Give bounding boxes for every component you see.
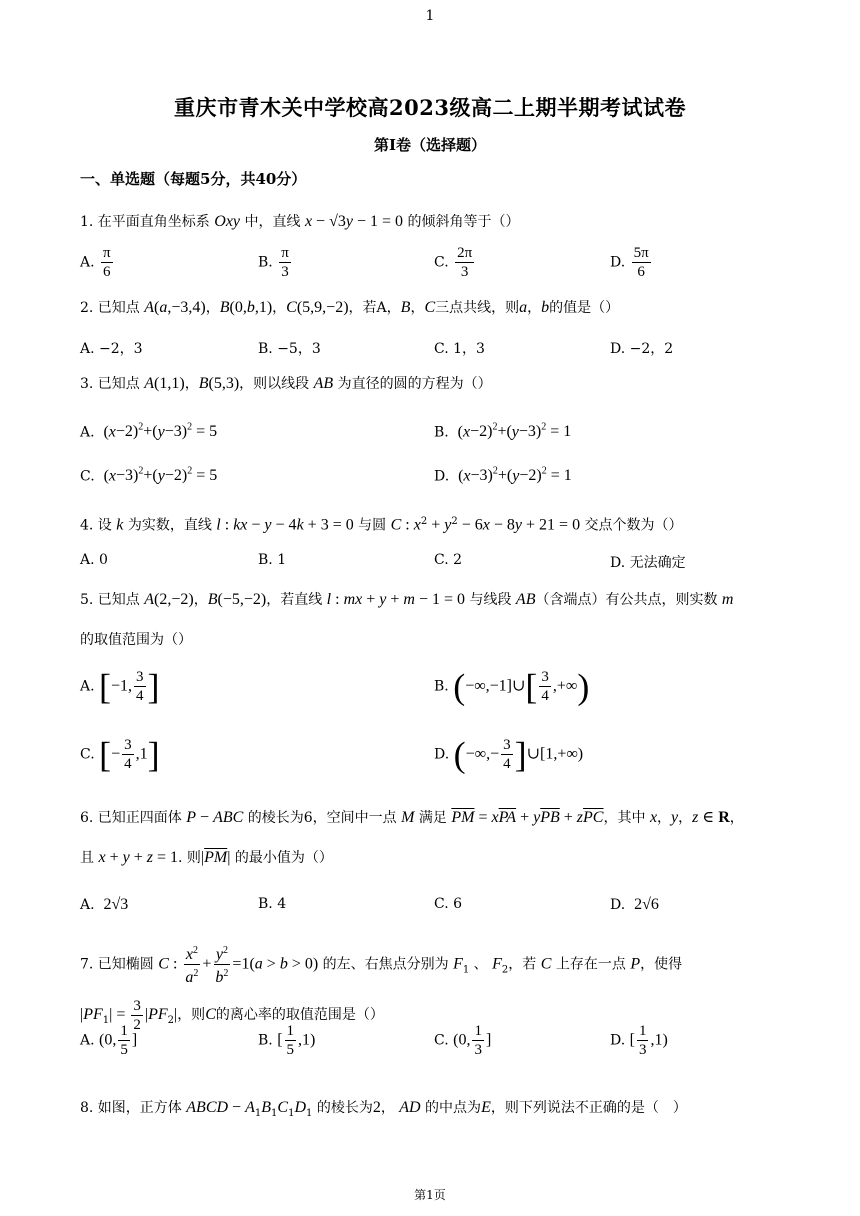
q3-option-c: C. $(x-3)^2+(y-2)^2 = 5$ xyxy=(80,466,218,485)
question-5: 5. 已知点 A(2,−2)，B(−5,−2)，若直线 l : mx + y + m − 1 = 0 与线段 AB（含端点）有公共点，则实数 m xyxy=(80,591,734,608)
q7-option-c: C. (0, $\frac{1}{3}$ ] xyxy=(434,1023,492,1058)
exam-subtitle: 第I卷（选择题） xyxy=(373,136,487,154)
q5-option-b: B. (−∞,−1]∪[ $\frac{3}{4}$ ,+∞) xyxy=(434,666,590,707)
section-heading: 一、单选题（每题5分，共40分） xyxy=(80,170,307,188)
question-6: 6. 已知正四面体 P − ABC 的棱长为6，空间中一点 M 满足 $\overline{PM} = x\overline{PA} + y\overline{PB} + z\overline{PC}$，其中 x，y，z ∈ R， xyxy=(80,809,744,826)
q3-option-a: A. $(x-2)^2+(y-3)^2 = 5$ xyxy=(80,422,218,441)
question-8: 8. 如图，正方体 ABCD − $A_1B_1C_1D_1$ 的棱长为2， AD 的中点为E，则下列说法不正确的是（ ） xyxy=(80,1099,687,1119)
q3-option-d: D. $(x-3)^2+(y-2)^2 = 1$ xyxy=(434,466,572,485)
q2-option-b: B. −5，3 xyxy=(258,341,321,357)
exam-title: 重庆市青木关中学校高2023级高二上期半期考试试卷 xyxy=(174,95,686,120)
q6-option-d: D. 2√6 xyxy=(610,896,659,913)
q5-option-a: A. [−1, $\frac{3}{4}$ ] xyxy=(80,666,160,707)
q6-option-c: C. 6 xyxy=(434,896,463,912)
q4-option-c: C. 2 xyxy=(434,552,463,568)
q1-option-d: D. $\frac{5\pi}{6}$ xyxy=(610,245,649,280)
question-7-cont: $|PF_1|$ = $\frac{3}{2}$ $|PF_2|$，则C的离心率的取值范围是（） xyxy=(80,997,384,1033)
q4-option-d: D. 无法确定 xyxy=(610,555,686,571)
page-footer: 第1页 xyxy=(414,1188,446,1202)
question-3: 3. 已知点 A(1,1)，B(5,3)，则以线段 AB 为直径的圆的方程为（） xyxy=(80,375,492,392)
q1-option-a: A. $\frac{\pi}{6}$ xyxy=(80,245,111,280)
q3-option-b: B. $(x-2)^2+(y-3)^2 = 1$ xyxy=(434,422,572,441)
page-number: 1 xyxy=(425,8,435,24)
question-6-cont: 且 x + y + z = 1. 则$|\overline{PM}|$ 的最小值为（） xyxy=(80,849,333,866)
q2-option-a: A. −2，3 xyxy=(80,341,143,357)
question-7: 7. 已知椭圆 C : $\frac{x^2}{a^2}$ + $\frac{y^2}{b^2}$ =1(a > b > 0) 的左、右焦点分别为 $F_1$ 、 $F_2$，若 C 上存在一点 P，使得 xyxy=(80,942,682,989)
q6-option-a: A. 2√3 xyxy=(80,896,129,913)
q2-option-c: C. 1，3 xyxy=(434,341,485,357)
q2-option-d: D. −2，2 xyxy=(610,341,674,357)
q5-option-c: C. [− $\frac{3}{4}$ ,1] xyxy=(80,734,160,775)
q1-option-c: C. $\frac{2\pi}{3}$ xyxy=(434,245,473,280)
q7-option-b: B. [ $\frac{1}{5}$ ,1) xyxy=(258,1023,316,1058)
q1-option-b: B. $\frac{\pi}{3}$ xyxy=(258,245,289,280)
q7-option-d: D. [ $\frac{1}{3}$ ,1) xyxy=(610,1023,668,1058)
question-4: 4. 设 k 为实数，直线 l : kx − y − 4k + 3 = 0 与圆 C : $x^2 + y^2 - 6x - 8y + 21 = 0$ 交点个数为（） xyxy=(80,516,683,534)
q6-option-b: B. 4 xyxy=(258,896,287,912)
question-5-cont: 的取值范围为（） xyxy=(80,632,192,648)
q5-option-d: D. (−∞,− $\frac{3}{4}$ ]∪[1,+∞) xyxy=(434,734,584,775)
q4-option-a: A. 0 xyxy=(80,552,108,568)
q7-option-a: A. (0, $\frac{1}{5}$ ] xyxy=(80,1023,138,1058)
question-2: 2. 已知点 A(a,−3,4)，B(0,b,1)，C(5,9,−2)，若A，B，C三点共线，则a，b的值是（） xyxy=(80,299,620,316)
question-1: 1. 在平面直角坐标系 Oxy 中，直线 x − √3y − 1 = 0 的倾斜角等于（） xyxy=(80,213,520,230)
q4-option-b: B. 1 xyxy=(258,552,287,568)
